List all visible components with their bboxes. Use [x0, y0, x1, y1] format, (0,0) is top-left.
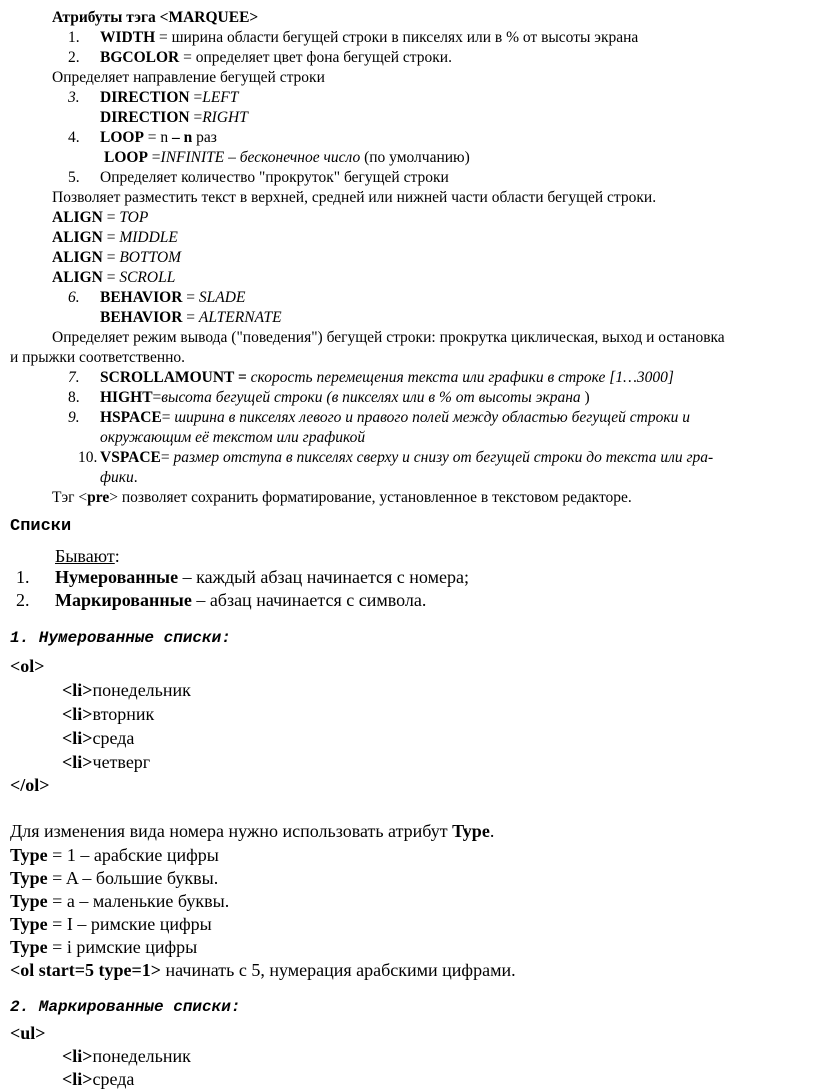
marquee-item-hight: 8. HIGHT=высота бегущей строки (в пикселях или в % от высоты экрана ): [68, 389, 590, 406]
behavior-desc-line1: Определяет режим вывода ("поведения") бегущей строки: прокрутка циклическая, выход и остановка: [52, 329, 725, 346]
ul-item-1: <li>понедельник: [62, 1046, 191, 1066]
marquee-item-loop-n: 4. LOOP = n – n раз: [68, 129, 217, 146]
align-bottom: ALIGN = BOTTOM: [52, 249, 182, 266]
align-middle: ALIGN = MIDDLE: [52, 229, 178, 246]
lists-kind-bulleted: 2. Маркированные – абзац начинается с символа.: [16, 590, 427, 610]
type-arabic: Type = 1 – арабские цифры: [10, 845, 219, 865]
ol-start-example: <ol start=5 type=1> начинать с 5, нумерация арабскими цифрами.: [10, 960, 516, 980]
marquee-item-hspace-cont: окружающим её текстом или графикой: [100, 429, 366, 446]
numbered-heading: 1. Нумерованные списки:: [10, 629, 231, 647]
lists-heading: Списки: [10, 517, 72, 536]
marquee-item-behavior-slade: 6. BEHAVIOR = SLADE: [68, 289, 246, 306]
lists-intro: Бывают:: [55, 546, 120, 566]
ol-close-tag: </ol>: [10, 775, 50, 795]
marquee-item-hspace: 9. HSPACE= ширина в пикселях левого и правого полей между областью бегущей строки и: [68, 409, 690, 426]
type-upper-alpha: Type = A – большие буквы.: [10, 868, 219, 888]
lists-kind-numbered: 1. Нумерованные – каждый абзац начинается с номера;: [16, 567, 469, 587]
marquee-item-bgcolor: 2. BGCOLOR = определяет цвет фона бегущей строки.: [68, 49, 452, 66]
bulleted-heading: 2. Маркированные списки:: [10, 998, 241, 1016]
type-intro: Для изменения вида номера нужно использовать атрибут Type.: [10, 821, 495, 841]
marquee-item-direction-right: DIRECTION =RIGHT: [100, 109, 248, 126]
marquee-title: Атрибуты тэга <MARQUEE>: [52, 9, 259, 26]
type-lower-alpha: Type = a – маленькие буквы.: [10, 891, 230, 911]
marquee-item-5: 5. Определяет количество "прокруток" бегущей строки: [68, 169, 449, 186]
ol-open-tag: <ol>: [10, 656, 45, 676]
ol-item-3: <li>среда: [62, 728, 135, 748]
ul-open-tag: <ul>: [10, 1023, 46, 1043]
pre-note: Тэг <pre> позволяет сохранить форматирование, установленное в текстовом редакторе.: [52, 489, 632, 506]
align-desc: Позволяет разместить текст в верхней, средней или нижней части области бегущей строки.: [52, 189, 657, 206]
type-upper-roman: Type = I – римские цифры: [10, 914, 212, 934]
marquee-item-scrollamount: 7. SCROLLAMOUNT = скорость перемещения текста или графики в строке [1…3000]: [68, 369, 674, 386]
align-top: ALIGN = TOP: [52, 209, 149, 226]
ol-item-4: <li>четверг: [62, 752, 151, 772]
marquee-item-loop-infinite: LOOP =INFINITE – бесконечное число (по умолчанию): [104, 149, 470, 166]
behavior-desc-line2: и прыжки соответственно.: [10, 349, 186, 366]
type-lower-roman: Type = i римские цифры: [10, 937, 198, 957]
align-scroll: ALIGN = SCROLL: [52, 269, 176, 286]
marquee-item-vspace-cont: фики.: [100, 469, 138, 486]
ol-item-1: <li>понедельник: [62, 680, 191, 700]
marquee-item-vspace: 10. VSPACE= размер отступа в пикселях сверху и снизу от бегущей строки до текста или гра-: [78, 449, 714, 466]
ol-item-2: <li>вторник: [62, 704, 155, 724]
direction-desc: Определяет направление бегущей строки: [52, 69, 325, 86]
marquee-item-direction-left: 3. DIRECTION =LEFT: [68, 89, 239, 106]
marquee-item-behavior-alternate: BEHAVIOR = ALTERNATE: [100, 309, 282, 326]
marquee-item-width: 1. WIDTH = ширина области бегущей строки в пикселях или в % от высоты экрана: [68, 29, 639, 46]
ul-item-2: <li>среда: [62, 1069, 135, 1089]
